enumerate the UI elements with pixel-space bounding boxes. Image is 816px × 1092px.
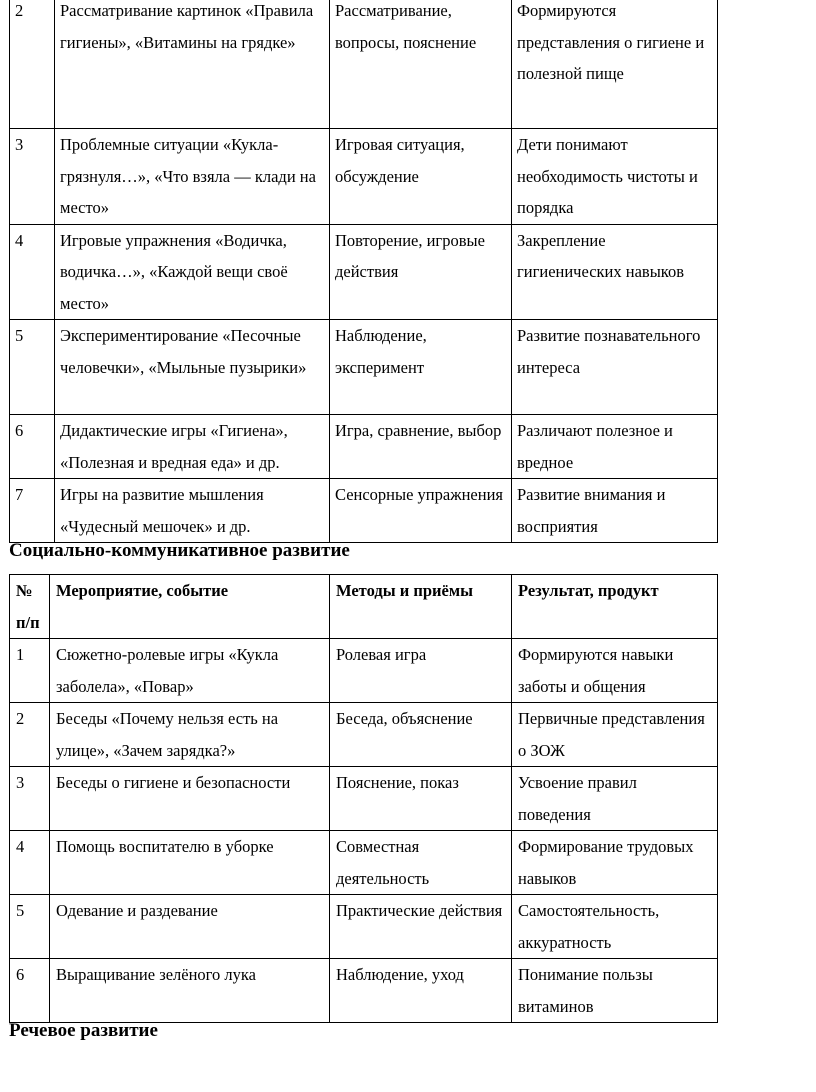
methods-cell: Сенсорные упражнения bbox=[330, 479, 512, 543]
row-number: 1 bbox=[10, 639, 50, 703]
result-cell: Понимание пользы витаминов bbox=[512, 959, 718, 1023]
result-cell: Самостоятельность, аккуратность bbox=[512, 895, 718, 959]
table-row bbox=[10, 639, 718, 703]
table-row bbox=[10, 320, 718, 415]
table-row bbox=[10, 959, 718, 1023]
methods-cell: Пояснение, показ bbox=[330, 767, 512, 831]
methods-cell: Ролевая игра bbox=[330, 639, 512, 703]
row-number: 4 bbox=[10, 831, 50, 895]
table-row bbox=[10, 831, 718, 895]
table-row bbox=[10, 415, 718, 479]
row-number: 5 bbox=[10, 320, 55, 415]
table-header-row bbox=[10, 575, 718, 639]
table-row bbox=[10, 895, 718, 959]
row-number: 4 bbox=[10, 224, 55, 320]
event-cell: Помощь воспитателю в уборке bbox=[50, 831, 330, 895]
header-result: Результат, продукт bbox=[512, 575, 718, 639]
event-cell: Сюжетно-ролевые игры «Кукла заболела», «Повар» bbox=[50, 639, 330, 703]
table-row bbox=[10, 767, 718, 831]
table-row bbox=[10, 224, 718, 320]
methods-cell: Игровая ситуация, обсуждение bbox=[330, 129, 512, 225]
event-cell: Одевание и раздевание bbox=[50, 895, 330, 959]
section-heading-speech-development: Речевое развитие bbox=[9, 1020, 158, 1041]
methods-cell: Беседа, объяснение bbox=[330, 703, 512, 767]
methods-cell: Игра, сравнение, выбор bbox=[330, 415, 512, 479]
row-number: 3 bbox=[10, 767, 50, 831]
methods-cell: Повторение, игровые действия bbox=[330, 224, 512, 320]
row-number: 7 bbox=[10, 479, 55, 543]
result-cell: Формируются навыки заботы и общения bbox=[512, 639, 718, 703]
result-cell: Формирование трудовых навыков bbox=[512, 831, 718, 895]
methods-cell: Совместная деятельность bbox=[330, 831, 512, 895]
event-cell: Дидактические игры «Гигиена», «Полезная и вредная еда» и др. bbox=[55, 415, 330, 479]
table-row bbox=[10, 479, 718, 543]
methods-cell: Рассматривание, вопросы, пояснение bbox=[330, 0, 512, 129]
event-cell: Игры на развитие мышления «Чудесный мешочек» и др. bbox=[55, 479, 330, 543]
row-number: 6 bbox=[10, 959, 50, 1023]
event-cell: Проблемные ситуации «Кукла-грязнуля…», «Что взяла — клади на место» bbox=[55, 129, 330, 225]
header-event: Мероприятие, событие bbox=[50, 575, 330, 639]
result-cell: Развитие внимания и восприятия bbox=[512, 479, 718, 543]
activities-table-continued bbox=[9, 0, 718, 543]
row-number: 3 bbox=[10, 129, 55, 225]
event-cell: Рассматривание картинок «Правила гигиены», «Витамины на грядке» bbox=[55, 0, 330, 129]
result-cell: Первичные представления о ЗОЖ bbox=[512, 703, 718, 767]
methods-cell: Наблюдение, уход bbox=[330, 959, 512, 1023]
header-methods: Методы и приёмы bbox=[330, 575, 512, 639]
methods-cell: Практические действия bbox=[330, 895, 512, 959]
event-cell: Беседы «Почему нельзя есть на улице», «Зачем зарядка?» bbox=[50, 703, 330, 767]
event-cell: Экспериментирование «Песочные человечки», «Мыльные пузырики» bbox=[55, 320, 330, 415]
section-heading-social-communicative: Социально-коммуникативное развитие bbox=[9, 540, 350, 561]
result-cell: Развитие познавательного интереса bbox=[512, 320, 718, 415]
result-cell: Закрепление гигиенических навыков bbox=[512, 224, 718, 320]
result-cell: Формируются представления о гигиене и полезной пище bbox=[512, 0, 718, 129]
social-communicative-table bbox=[9, 574, 718, 1023]
result-cell: Различают полезное и вредное bbox=[512, 415, 718, 479]
methods-cell: Наблюдение, эксперимент bbox=[330, 320, 512, 415]
result-cell: Дети понимают необходимость чистоты и порядка bbox=[512, 129, 718, 225]
result-cell: Усвоение правил поведения bbox=[512, 767, 718, 831]
row-number: 2 bbox=[10, 703, 50, 767]
table-row bbox=[10, 703, 718, 767]
row-number: 5 bbox=[10, 895, 50, 959]
row-number: 6 bbox=[10, 415, 55, 479]
row-number: 2 bbox=[10, 0, 55, 129]
event-cell: Выращивание зелёного лука bbox=[50, 959, 330, 1023]
table-row bbox=[10, 0, 718, 129]
event-cell: Игровые упражнения «Водичка, водичка…», «Каждой вещи своё место» bbox=[55, 224, 330, 320]
event-cell: Беседы о гигиене и безопасности bbox=[50, 767, 330, 831]
header-num: № п/п bbox=[10, 575, 50, 639]
table-row bbox=[10, 129, 718, 225]
